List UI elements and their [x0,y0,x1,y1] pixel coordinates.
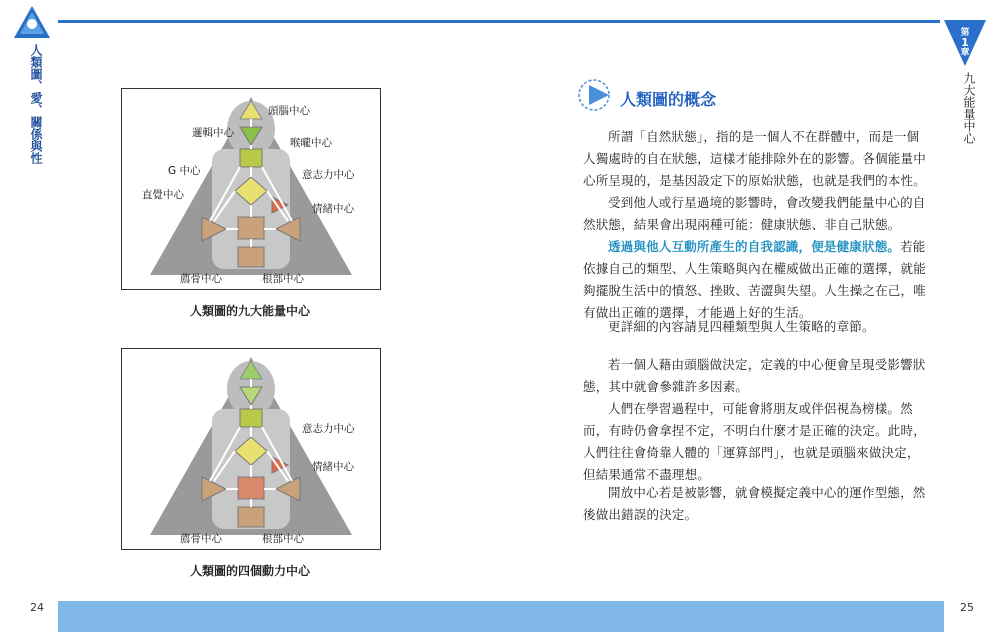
bodygraph-figure-nine-centers [121,88,381,290]
label-head-center: 頭腦中心 [268,105,310,117]
label-root-center: 根部中心 [262,273,304,285]
label-emotion-center: 情緒中心 [312,203,354,215]
paragraph-6: 人們在學習過程中，可能會將朋友或伴侶視為榜樣。然而，有時仍會拿捏不定，不明白什麼才是正確的決定。此時，人們往往會倚靠人體的「運算部門」，也就是頭腦來做決定，但結果通常不盡理想。 [583,401,926,482]
label-will-center: 意志力中心 [302,423,355,435]
chapter-badge-label: 第 1 章 [960,28,970,58]
paragraph-3: 透過與他人互動所產生的自我認識，便是健康狀態。若能依據自己的類型、人生策略與內在權威做出正確的選擇，就能夠擺脫生活中的憤怒、挫敗、苦澀與失望。人生操之在己，唯有做出正確的選擇，才能過上好的生活。 [583,239,926,320]
paragraph-4: 更詳細的內容請見四種類型與人生策略的章節。 [608,319,875,334]
label-throat-center: 喉嚨中心 [290,137,332,149]
running-head-right: 九大能量中心 [962,72,976,144]
section-bullet-icon [577,78,617,112]
label-root-center: 根部中心 [262,533,304,545]
paragraph-7: 開放中心若是被影響，就會模擬定義中心的運作型態，然後做出錯誤的決定。 [583,485,926,522]
highlight-text: 透過與他人互動所產生的自我認識，便是健康狀態。 [608,239,901,254]
label-g-center: G 中心 [168,165,201,177]
page-number-right: 25 [960,601,974,614]
figure-caption-1: 人類圖的九大能量中心 [189,304,310,318]
header-rule [58,20,940,23]
chapter-logo-icon [12,4,52,40]
label-spleen-center: 直覺中心 [142,189,184,201]
page-number-left: 24 [30,601,44,614]
label-sacral-center: 薦骨中心 [180,533,222,545]
running-head-left: 人類圖、愛、關係與性 [29,44,43,164]
bodygraph-figure-motor-centers [121,348,381,550]
label-will-center: 意志力中心 [302,169,355,181]
paragraph-5: 若一個人藉由頭腦做決定，定義的中心便會呈現受影響狀態，其中就會參雜許多因素。 [583,357,926,394]
label-ajna-center: 邏輯中心 [192,127,234,139]
paragraph-2: 受到他人或行星過境的影響時，會改變我們能量中心的自然狀態，結果會出現兩種可能：健康狀態、非自己狀態。 [583,195,926,232]
footer-bar [58,601,944,632]
label-sacral-center: 薦骨中心 [180,273,222,285]
figure-caption-2: 人類圖的四個動力中心 [189,564,310,578]
paragraph-1: 所謂「自然狀態」，指的是一個人不在群體中，而是一個人獨處時的自在狀態，這樣才能排除外在的影響。各個能量中心所呈現的，是基因設定下的原始狀態，也就是我們的本性。 [583,129,926,188]
bodygraph-diagram-motors [122,349,380,549]
label-emotion-center: 情緒中心 [312,461,354,473]
section-title: 人類圖的概念 [620,90,717,109]
